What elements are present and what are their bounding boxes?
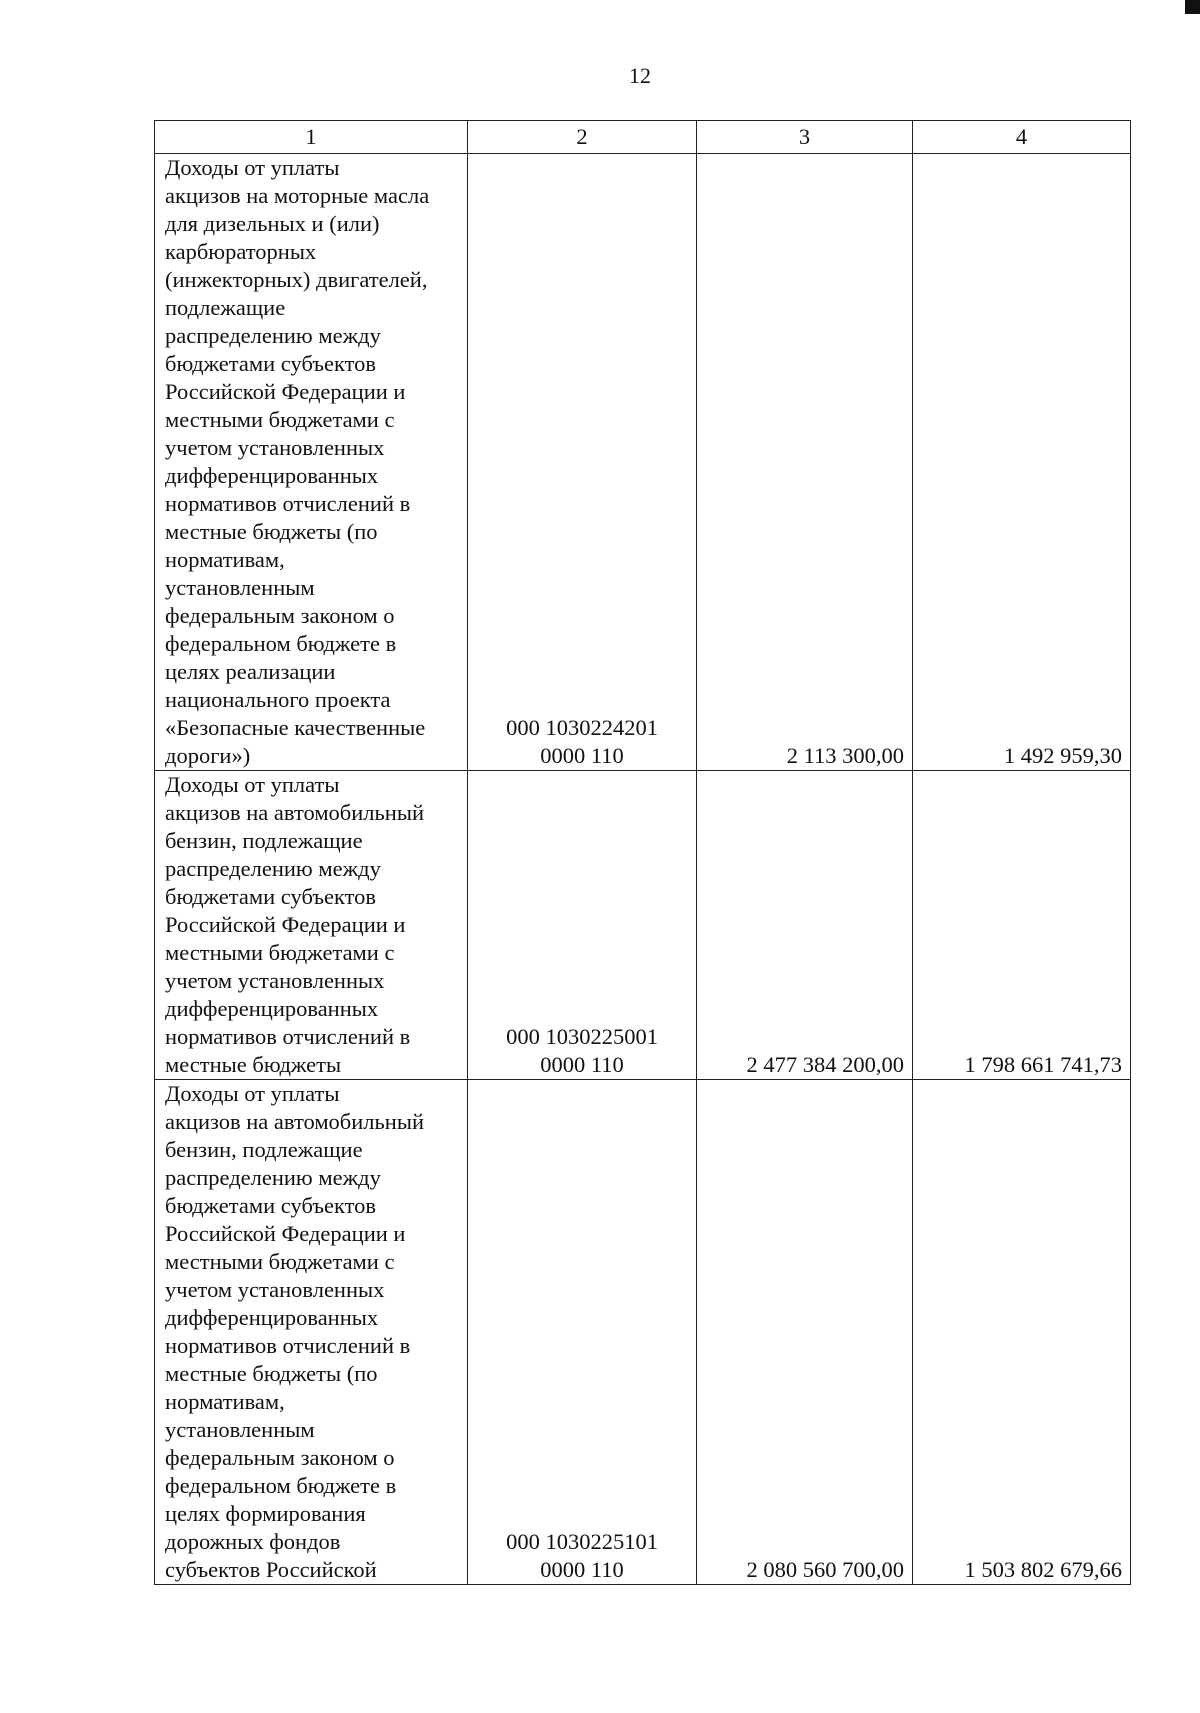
header-col-4: 4 (913, 121, 1131, 154)
row-code-cell (468, 771, 697, 1080)
row-code: 000 1030225001 0000 110 (506, 1024, 658, 1077)
row-col3-value: 2 113 300,00 (697, 154, 913, 771)
row-code: 000 1030224201 0000 110 (506, 715, 658, 768)
row-col4-value: 1 492 959,30 (913, 154, 1131, 771)
table-row (155, 771, 1131, 1080)
header-col-3: 3 (697, 121, 913, 154)
page-number: 12 (629, 63, 651, 88)
row-code: 000 1030225101 0000 110 (506, 1529, 658, 1582)
row-description: Доходы от уплаты акцизов на автомобильный бензин, подлежащие распределению между бюджетами субъектов Российской Федерации и местными бюджетами с учетом установленных дифференцированных нормативов отчислений в местные бюджеты (по нормативам, установленным федеральным законом о федеральном бюджете в целях формирования дорожных фондов субъектов Российской (165, 1081, 424, 1582)
scan-corner-mark (1185, 0, 1200, 14)
row-col4-value: 1 503 802 679,66 (913, 1080, 1131, 1585)
header-col-1: 1 (155, 121, 468, 154)
header-col-2: 2 (468, 121, 697, 154)
row-description: Доходы от уплаты акцизов на моторные масла для дизельных и (или) карбюраторных (инжекторных) двигателей, подлежащие распределению между бюджетами субъектов Российской Федерации и местными бюджетами с учетом установленных дифференцированных нормативов отчислений в местные бюджеты (по нормативам, установленным федеральным законом о федеральном бюджете в целях реализации национального проекта «Безопасные качественные дороги») (165, 155, 430, 768)
row-description-cell (155, 154, 468, 771)
row-col3-value: 2 477 384 200,00 (697, 771, 913, 1080)
table-row (155, 1080, 1131, 1585)
row-code-cell (468, 154, 697, 771)
row-description-cell (155, 771, 468, 1080)
row-code-cell (468, 1080, 697, 1585)
row-description: Доходы от уплаты акцизов на автомобильный бензин, подлежащие распределению между бюджетами субъектов Российской Федерации и местными бюджетами с учетом установленных дифференцированных нормативов отчислений в местные бюджеты (165, 772, 424, 1077)
row-col4-value: 1 798 661 741,73 (913, 771, 1131, 1080)
row-description-cell (155, 1080, 468, 1585)
revenue-table (154, 120, 1131, 1585)
table-header-row (155, 121, 1131, 154)
table-row (155, 154, 1131, 771)
row-col3-value: 2 080 560 700,00 (697, 1080, 913, 1585)
